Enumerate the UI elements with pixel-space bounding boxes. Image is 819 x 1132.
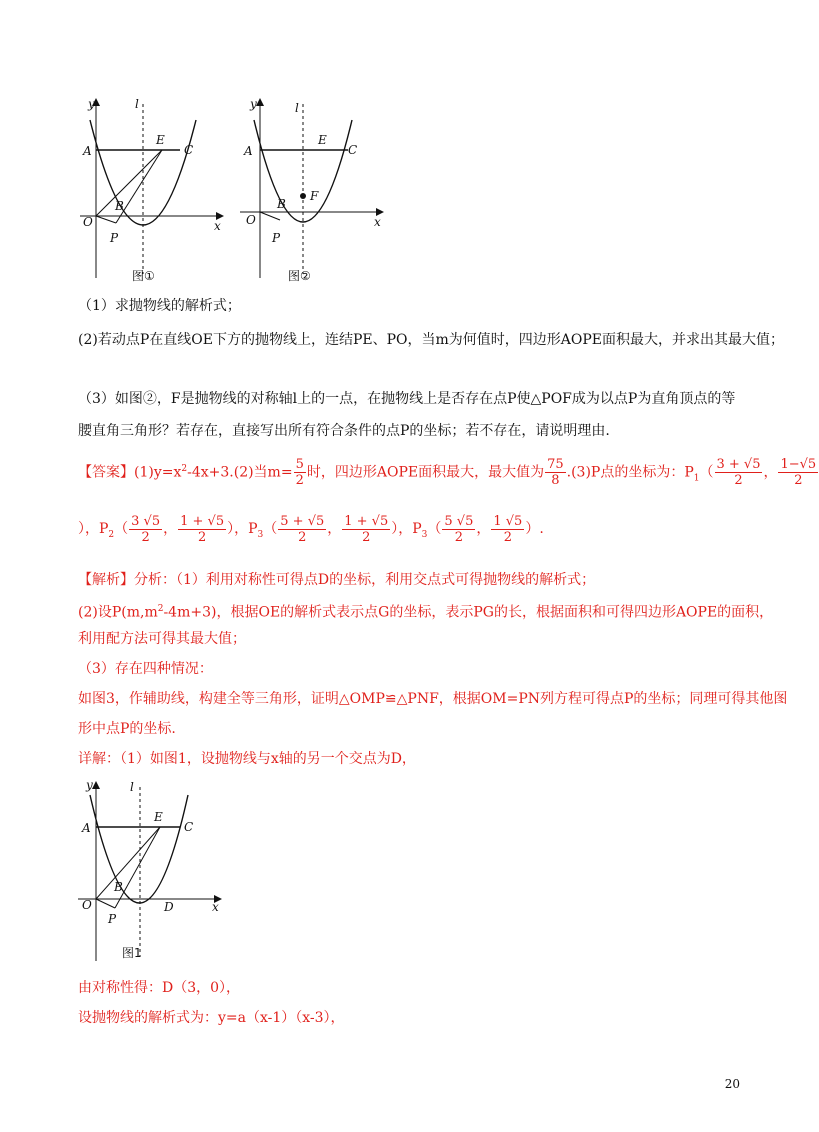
p3-y xyxy=(342,514,390,545)
p4-label: ），P xyxy=(391,521,422,537)
p3-label: ），P xyxy=(227,521,258,537)
fig3-x: x xyxy=(212,900,219,914)
analysis-l2-pre: (2)设P(m,m xyxy=(78,604,158,621)
fraction-max xyxy=(545,457,566,488)
question-1: （1）求抛物线的解析式； xyxy=(78,298,241,314)
p4-sub: 3 xyxy=(421,529,428,540)
fig1-E: E xyxy=(156,133,165,147)
p4-x xyxy=(442,514,475,545)
fig1-B: B xyxy=(115,199,124,213)
question-3-line-2: 腰直角三角形？若存在，直接写出所有符合条件的点P的坐标；若不存在，请说明理由. xyxy=(78,423,610,439)
fig2-E: E xyxy=(318,133,327,147)
fig3-D: D xyxy=(164,900,174,914)
analysis-l2-sup: 2 xyxy=(157,604,164,614)
p2-label: ），P xyxy=(78,521,109,537)
analysis-line-1 xyxy=(78,570,595,590)
p2-y xyxy=(178,514,226,545)
p1y-num: 1−√5 xyxy=(780,457,817,473)
p4y-num: 1 √5 xyxy=(493,513,523,529)
fig1-caption: 图① xyxy=(132,269,155,283)
p4-y xyxy=(491,514,524,545)
m-den: 2 xyxy=(295,473,304,489)
fig2-O: O xyxy=(246,213,256,227)
question-2: (2)若动点P在直线OE下方的抛物线上，连结PE、PO，当m为何值时，四边形AOPE面积最大，并求出其最大值； xyxy=(78,332,784,348)
p1x-num: 3 + √5 xyxy=(716,457,761,473)
fig2-x: x xyxy=(374,215,381,229)
fig3-caption: 图1 xyxy=(122,946,142,960)
p2x-den: 2 xyxy=(141,529,150,545)
p3-sub: 3 xyxy=(257,529,264,540)
fig2-y: y xyxy=(250,97,257,111)
p2-x xyxy=(129,514,162,545)
p1-sub: 1 xyxy=(693,473,700,484)
fig1-C: C xyxy=(184,143,194,157)
p2y-den: 2 xyxy=(197,529,207,545)
p1-x xyxy=(715,457,763,488)
fig3-P: P xyxy=(108,912,117,926)
p3x-num: 5 + √5 xyxy=(280,513,325,529)
answer-line-2: ），$P_2$（ $\frac{3 √5}{2}$ ， $\frac{1 + √5}{2}$ ），$P_3$（ $\frac{5 + √5}{2}$ ， $\frac{1 + √5}{2}$ ），$P_3$（ $\frac{5 √5}{2}$ ， $\frac{1 √5}{2}$ ）. xyxy=(78,513,544,545)
p4x-num: 5 √5 xyxy=(444,513,474,529)
figure-2 xyxy=(240,92,390,287)
page-number: 20 xyxy=(724,1077,740,1091)
fig3-y: y xyxy=(86,778,93,792)
fig2-P: P xyxy=(272,231,281,245)
fig1-x: x xyxy=(214,219,221,233)
figure-3 xyxy=(78,775,228,970)
answer-part3: .(3)P点的坐标为：P xyxy=(566,464,694,481)
fig3-B: B xyxy=(114,880,123,894)
answer-end: ）. xyxy=(525,521,544,537)
fig1-l: l xyxy=(135,97,139,111)
analysis-line-4: （3）存在四种情况： xyxy=(78,661,213,677)
fig1-A: A xyxy=(83,144,92,158)
fig2-l: l xyxy=(295,101,299,115)
fig1-y: y xyxy=(88,97,95,111)
answer-part1: (1)y=x xyxy=(134,464,182,481)
fig3-A: A xyxy=(82,821,91,835)
answer-line-1: 【答案】$(1)y=x^2-4x+3.(2)$当m= $\frac{5}{2}$ 时，四边形AOPE面积最大，最大值为 $\frac{75}{8}$ .(3)P点的坐标为：$P_1$（ $\frac{3 + √5}{2}$ ， $\frac{1-√5}{2}$ xyxy=(78,457,817,489)
p4x-den: 2 xyxy=(454,529,464,545)
answer-sup: 2 xyxy=(181,464,188,474)
answer-part1b: -4x+3.(2)当m= xyxy=(187,464,293,481)
fig1-O: O xyxy=(83,215,93,229)
fig1-P: P xyxy=(110,231,119,245)
answer-tag: 【答案】 xyxy=(78,464,134,481)
p1y-den: 2 xyxy=(794,473,803,489)
analysis-l1: 分析：（1）利用对称性可得点D的坐标，利用交点式可得抛物线的解析式； xyxy=(134,572,596,588)
p1-y xyxy=(778,457,818,488)
analysis-tag: 【解析】 xyxy=(78,572,134,588)
analysis-line-2 xyxy=(78,599,773,623)
p3y-den: 2 xyxy=(362,529,371,545)
fig2-B: B xyxy=(277,197,286,211)
solution-line-1: 详解：（1）如图1，设抛物线与x轴的另一个交点为D， xyxy=(78,751,416,767)
fig2-C: C xyxy=(348,143,358,157)
max-num: 75 xyxy=(547,457,564,473)
p4y-den: 2 xyxy=(503,529,512,545)
p2y-num: 1 + √5 xyxy=(180,513,225,529)
max-den: 8 xyxy=(551,473,560,489)
p1x-den: 2 xyxy=(734,473,743,489)
figure-1 xyxy=(80,92,230,287)
fig2-caption: 图② xyxy=(288,269,311,283)
fig3-O: O xyxy=(82,898,92,912)
fig3-C: C xyxy=(184,820,194,834)
fig2-A: A xyxy=(244,144,253,158)
p2x-num: 3 √5 xyxy=(131,513,161,529)
fig3-E: E xyxy=(154,810,163,824)
m-num: 5 xyxy=(295,457,304,473)
question-3-line-1: （3）如图②，F是抛物线的对称轴l上的一点，在抛物线上是否存在点P使△POF成为以点P为直角顶点的等 xyxy=(78,391,736,407)
p3-x xyxy=(278,514,326,545)
analysis-l2-post: -4m+3)，根据OE的解析式表示点G的坐标，表示PG的长，根据面积和可得四边形AOPE的面积， xyxy=(163,604,774,621)
p2-sub: 2 xyxy=(108,529,115,540)
solution-line-3: 设抛物线的解析式为：y=a（x-1）（x-3）， xyxy=(78,1010,345,1026)
p3x-den: 2 xyxy=(298,529,307,545)
p3y-num: 1 + √5 xyxy=(344,513,389,529)
analysis-line-3: 利用配方法可得其最大值； xyxy=(78,631,246,647)
fig2-F: F xyxy=(310,189,319,203)
analysis-line-6: 形中点P的坐标. xyxy=(78,721,176,737)
answer-part2: 时，四边形AOPE面积最大，最大值为 xyxy=(306,464,545,481)
analysis-line-5: 如图3，作辅助线，构建全等三角形，证明△OMP≌△PNF，根据OM=PN列方程可得点P的坐标；同理可得其他图 xyxy=(78,691,788,707)
solution-line-2: 由对称性得：D（3，0）， xyxy=(78,980,241,996)
fig3-l: l xyxy=(130,780,134,794)
fraction-m xyxy=(294,457,306,488)
